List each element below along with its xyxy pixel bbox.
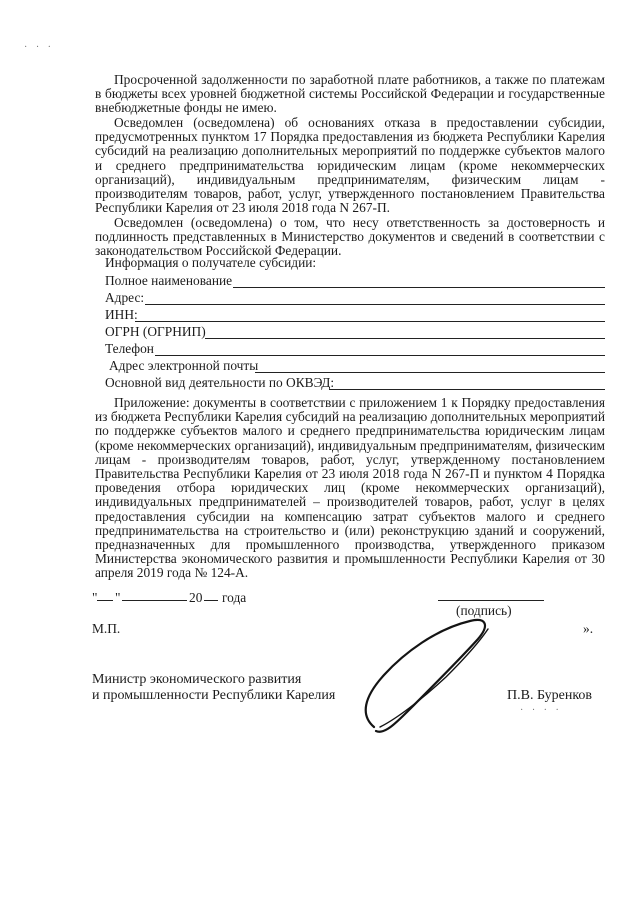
- field-ogrn: [105, 325, 605, 340]
- date-close-quote: ": [115, 590, 121, 605]
- field-address-line: [145, 304, 605, 305]
- field-okved-line: [329, 389, 605, 390]
- signature-caption: (подпись): [456, 603, 512, 618]
- field-inn: [105, 308, 605, 323]
- paragraph-responsibility: Осведомлен (осведомлена) о том, что несу ответственность за достоверность и подлинность представленных в Министерство документов и сведений в соответствии с законодательством Российской Федерации.: [95, 215, 605, 259]
- field-full-name: [105, 274, 605, 289]
- field-phone: [105, 342, 605, 357]
- field-email-line: [255, 372, 605, 373]
- field-address: [105, 291, 605, 306]
- field-okved-label: Основной вид деятельности по ОКВЭД:: [105, 375, 335, 390]
- paragraph-appendix: Приложение: документы в соответствии с приложением 1 к Порядку предоставления из бюджета Республики Карелия субсидий на реализацию дополнительных мероприятий по поддержке субъектов малого и среднего предпринимательства юридическим лицам (кроме некоммерческих организаций), индивидуальным предпринимателям, физическим лицам - производителям товаров, работ, услуг, утвержденному постановлением Правительства Республики Карелия от 23 июля 2018 года N 267-П и пунктом 4 Порядка проведения отбора юридических лиц (кроме некоммерческих организаций), индивидуальных предпринимателей – производителей товаров, работ, услуг в целях предоставления субсидии на компенсацию затрат субъектов малого и среднего предпринимательства на строительство и (или) реконструкцию зданий и сооружений, предназначенных для промышленного производства, утвержденного приказом Министерства экономического развития и промышленности Республики Карелия от 30 апреля 2019 года № 124-А.: [95, 395, 605, 581]
- date-month-line: [122, 600, 187, 601]
- date-year-line: [204, 600, 218, 601]
- paragraph-refusal-grounds: Осведомлен (осведомлена) об основаниях отказа в предоставлении субсидии, предусмотренных пунктом 17 Порядка предоставления из бюджета Республики Карелия субсидий на реализацию дополнительных мероприятий по поддержке субъектов малого и среднего предпринимательства юридическим лицам (кроме некоммерческих организаций), индивидуальным предпринимателям, физическим лицам - производителям товаров, работ, услуг, утвержденного постановлением Правительства Республики Карелия от 23 июля 2018 года N 267-П.: [95, 115, 605, 216]
- field-email: [109, 359, 605, 374]
- date-year-word: года: [222, 590, 247, 605]
- date-day-line: [97, 600, 113, 601]
- field-phone-line: [155, 355, 605, 356]
- scan-dots: · · ·: [24, 42, 54, 53]
- field-phone-label: Телефон: [105, 341, 154, 356]
- minister-title-line1: Министр экономического развития: [92, 672, 302, 687]
- recipient-info-header: Информация о получателе субсидии:: [105, 255, 317, 270]
- stamp-placeholder: М.П.: [92, 621, 121, 636]
- field-email-label: Адрес электронной почты: [109, 358, 259, 373]
- field-address-label: Адрес:: [105, 290, 145, 305]
- field-ogrn-label: ОГРН (ОГРНИП): [105, 324, 206, 339]
- minister-name: П.В. Буренков: [507, 688, 593, 703]
- field-full-name-line: [233, 287, 605, 288]
- field-ogrn-line: [205, 338, 605, 339]
- field-inn-label: ИНН:: [105, 307, 138, 322]
- paragraph-no-debt: Просроченной задолженности по заработной плате работников, а также по платежам в бюджеты всех уровней бюджетной системы Российской Федерации и государственные внебюджетные фонды не имею.: [95, 72, 605, 116]
- handwritten-signature: [350, 615, 510, 745]
- minister-title-line2: и промышленности Республики Карелия: [92, 688, 336, 703]
- closing-quote: ».: [583, 621, 594, 636]
- field-full-name-label: Полное наименование: [105, 273, 233, 288]
- signature-line: [438, 600, 544, 601]
- field-inn-line: [135, 321, 605, 322]
- field-okved: [105, 376, 605, 391]
- date-open-quote: ": [92, 590, 98, 605]
- date-century: 20: [189, 590, 203, 605]
- scan-dots-right: · · · ·: [520, 705, 562, 716]
